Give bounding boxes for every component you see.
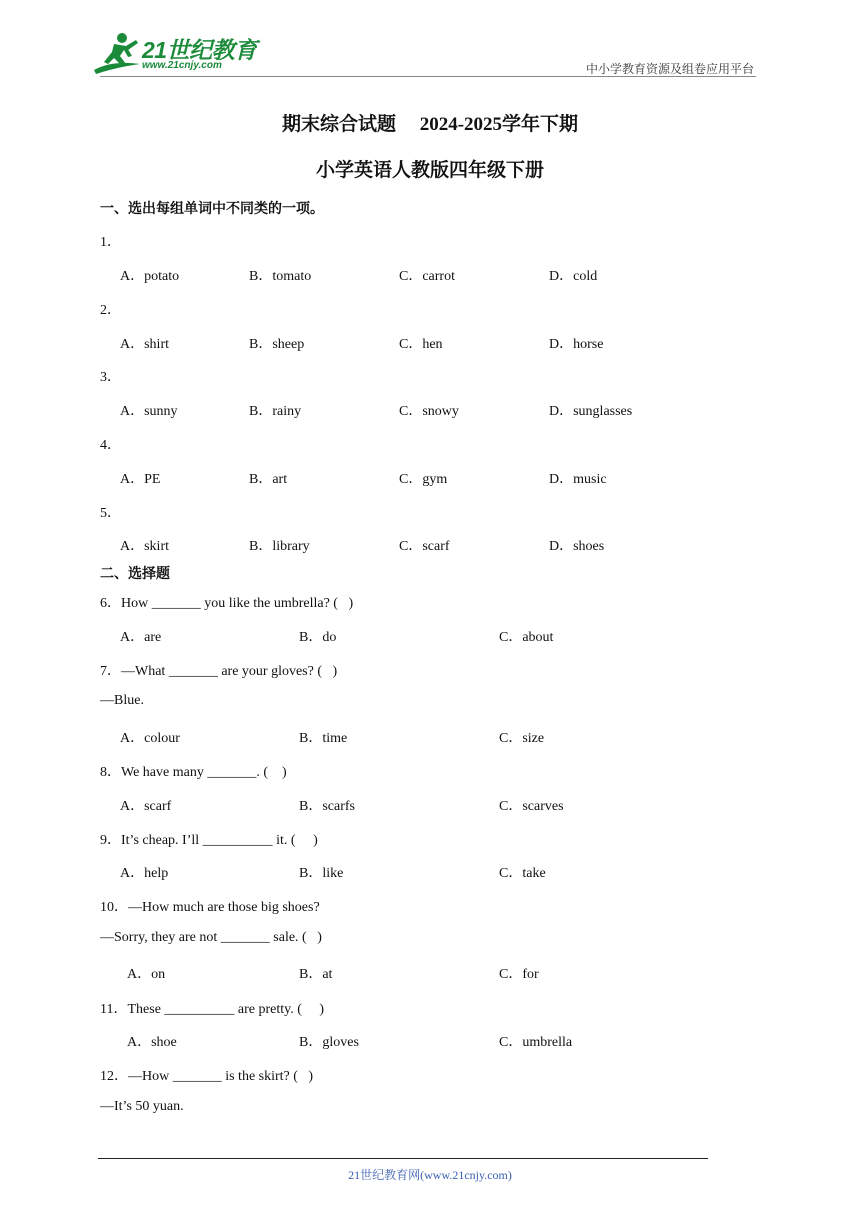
q11-option-c: C．umbrella	[499, 1035, 573, 1050]
q11-option-b: B．gloves	[299, 1035, 359, 1050]
header-divider	[100, 76, 756, 77]
q7-option-b: B．time	[299, 731, 348, 746]
question-3-number: 3．	[100, 370, 121, 385]
q1-option-c: C．carrot	[399, 269, 455, 284]
question-4-number: 4．	[100, 438, 121, 453]
exam-title: 期末综合试题 2024-2025学年下期	[281, 114, 579, 135]
q3-option-b: B．rainy	[249, 404, 302, 419]
q8-option-c: C．scarves	[499, 799, 564, 814]
q2-option-a: A．shirt	[120, 337, 169, 352]
runner-logo-icon	[92, 30, 144, 76]
q6-option-b: B．do	[299, 630, 337, 645]
q10-option-c: C．for	[499, 967, 539, 982]
section-2-title: 二、选择题	[100, 567, 170, 582]
q5-option-c: C．scarf	[399, 539, 450, 554]
question-10-stem: 10．—How much are those big shoes?	[100, 900, 320, 915]
question-11-stem: 11．These __________ are pretty. ( )	[100, 1002, 325, 1017]
q6-option-c: C．about	[499, 630, 554, 645]
q9-option-c: C．take	[499, 866, 546, 881]
q11-option-a: A．shoe	[127, 1035, 177, 1050]
q5-option-d: D．shoes	[549, 539, 605, 554]
logo-text: 21世纪教育	[142, 37, 257, 63]
question-2-number: 2．	[100, 303, 121, 318]
logo-url: www.21cnjy.com	[142, 60, 222, 71]
footer-divider	[98, 1158, 708, 1159]
q4-option-d: D．music	[549, 472, 607, 487]
header-tagline: 中小学教育资源及组卷应用平台	[585, 62, 754, 76]
q10-option-b: B．at	[299, 967, 333, 982]
question-12-answer-line: —It’s 50 yuan.	[100, 1099, 184, 1114]
exam-subtitle: 小学英语人教版四年级下册	[315, 160, 544, 181]
q10-option-a: A．on	[127, 967, 166, 982]
q8-option-b: B．scarfs	[299, 799, 355, 814]
q1-option-a: A．potato	[120, 269, 180, 284]
q2-option-c: C．hen	[399, 337, 443, 352]
logo	[92, 30, 262, 78]
section-1-title: 一、选出每组单词中不同类的一项。	[100, 202, 324, 217]
q3-option-a: A．sunny	[120, 404, 178, 419]
q7-option-a: A．colour	[120, 731, 180, 746]
question-9-stem: 9．It’s cheap. I’ll __________ it. ( )	[100, 833, 318, 848]
q9-option-a: A．help	[120, 866, 169, 881]
footer-link[interactable]: 21世纪教育网(www.21cnjy.com)	[348, 1168, 512, 1182]
page-header	[0, 0, 860, 80]
question-6-stem: 6．How _______ you like the umbrella? ( )	[100, 596, 354, 611]
q7-option-c: C．size	[499, 731, 545, 746]
q1-option-b: B．tomato	[249, 269, 312, 284]
q3-option-c: C．snowy	[399, 404, 459, 419]
question-10-answer-line: —Sorry, they are not _______ sale. ( )	[100, 930, 322, 945]
question-8-stem: 8．We have many _______. ( )	[100, 765, 287, 780]
question-7-answer-line: —Blue.	[100, 693, 144, 708]
q4-option-c: C．gym	[399, 472, 448, 487]
question-7-stem: 7．—What _______ are your gloves? ( )	[100, 664, 338, 679]
q9-option-b: B．like	[299, 866, 344, 881]
q5-option-b: B．library	[249, 539, 310, 554]
q4-option-a: A．PE	[120, 472, 161, 487]
q8-option-a: A．scarf	[120, 799, 172, 814]
q3-option-d: D．sunglasses	[549, 404, 633, 419]
q4-option-b: B．art	[249, 472, 288, 487]
question-5-number: 5．	[100, 506, 121, 521]
question-12-stem: 12．—How _______ is the skirt? ( )	[100, 1069, 314, 1084]
q1-option-d: D．cold	[549, 269, 598, 284]
question-1-number: 1．	[100, 235, 121, 250]
q2-option-b: B．sheep	[249, 337, 305, 352]
q5-option-a: A．skirt	[120, 539, 169, 554]
q6-option-a: A．are	[120, 630, 162, 645]
q2-option-d: D．horse	[549, 337, 604, 352]
